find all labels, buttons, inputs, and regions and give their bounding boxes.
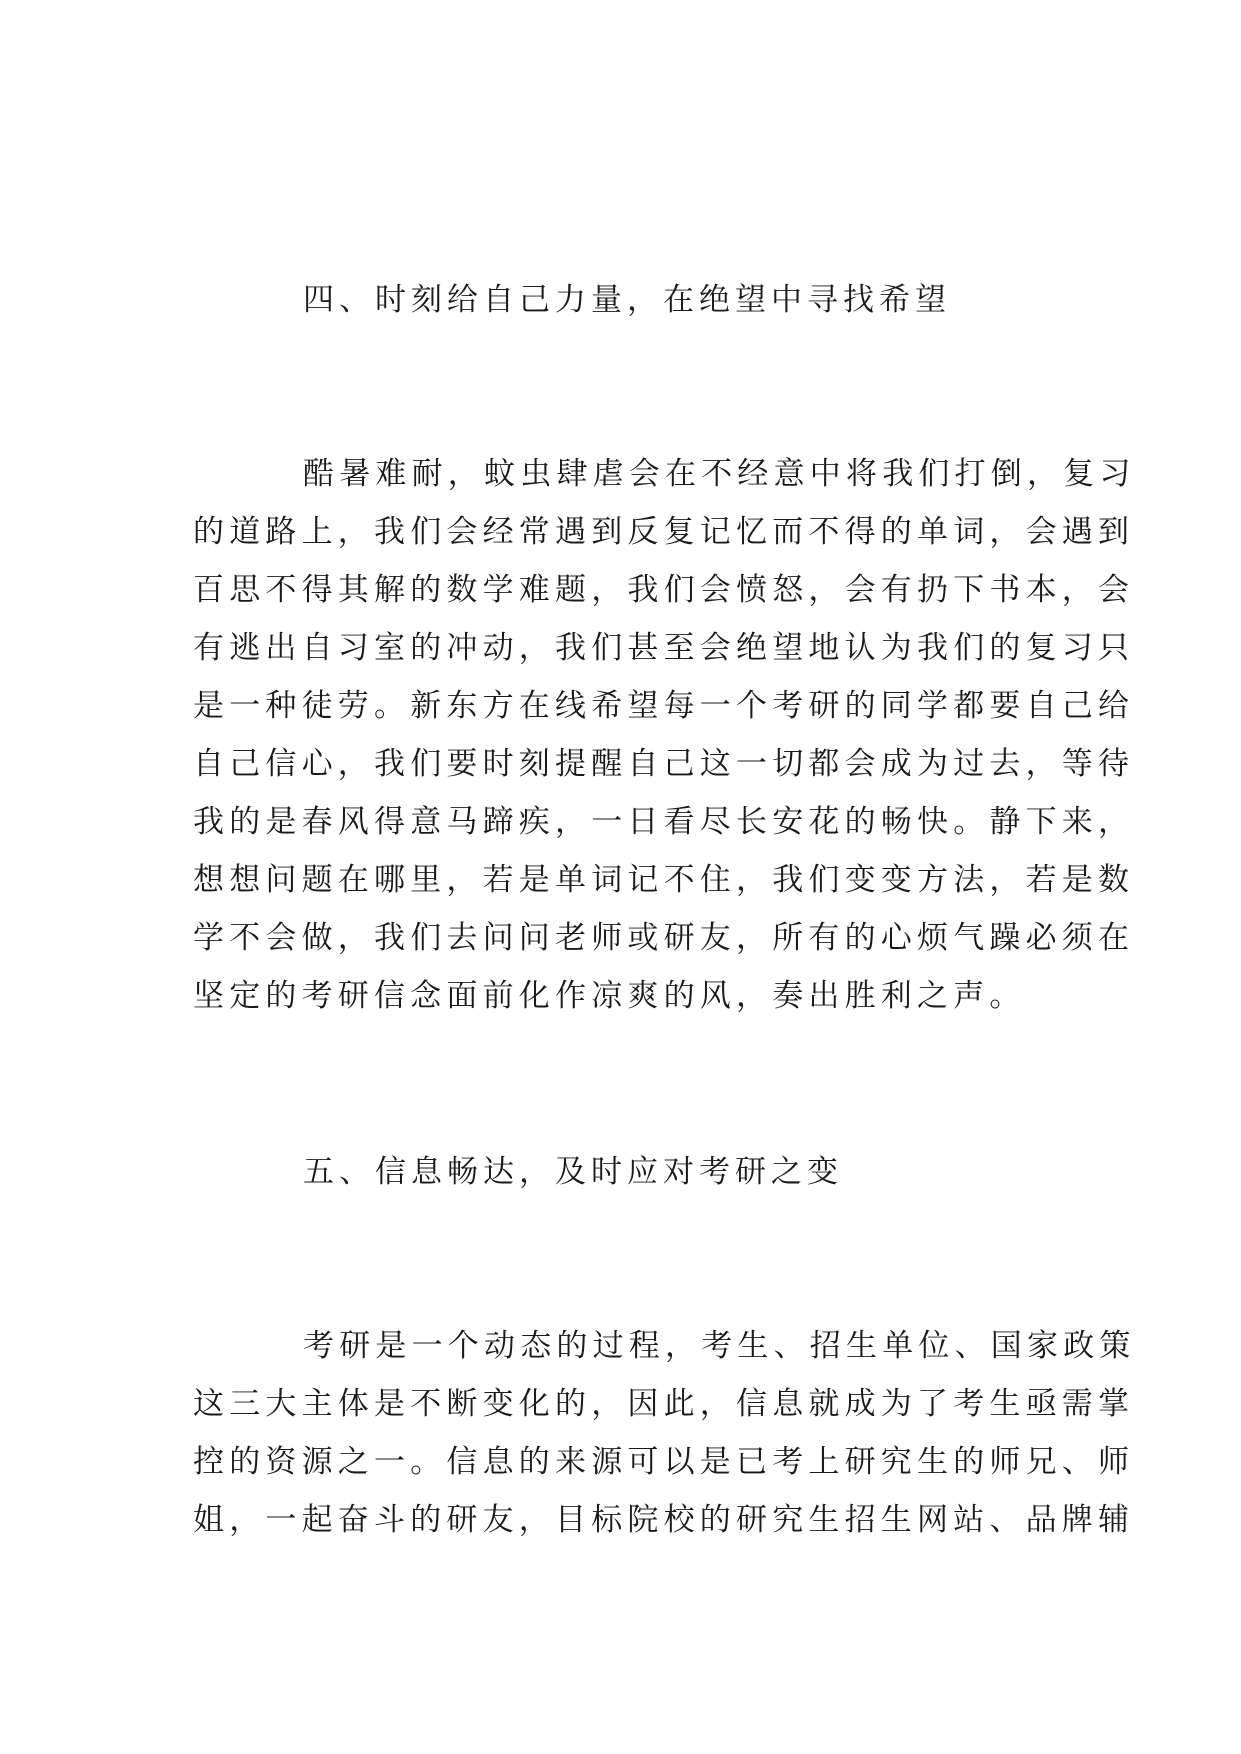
paragraph-line: 控的资源之一。信息的来源可以是已考上研究生的师兄、师 bbox=[193, 1444, 1135, 1480]
paragraph-line: 酷暑难耐，蚊虫肆虐会在不经意中将我们打倒，复习 bbox=[303, 456, 1136, 492]
section-4-paragraph bbox=[193, 445, 1136, 1025]
paragraph-line: 我的是春风得意马蹄疾，一日看尽长安花的畅快。静下来， bbox=[193, 804, 1135, 840]
paragraph-line: 这三大主体是不断变化的，因此，信息就成为了考生亟需掌 bbox=[193, 1386, 1135, 1422]
paragraph-line: 自己信心，我们要时刻提醒自己这一切都会成为过去，等待 bbox=[193, 746, 1135, 782]
paragraph-line: 学不会做，我们去问问老师或研友，所有的心烦气躁必须在 bbox=[193, 920, 1135, 956]
paragraph-line: 考研是一个动态的过程，考生、招生单位、国家政策 bbox=[303, 1328, 1136, 1364]
paragraph-line: 是一种徒劳。新东方在线希望每一个考研的同学都要自己给 bbox=[193, 688, 1135, 724]
section-5-heading: 五、信息畅达，及时应对考研之变 bbox=[303, 1154, 843, 1190]
paragraph-line: 姐，一起奋斗的研友，目标院校的研究生招生网站、品牌辅 bbox=[193, 1502, 1135, 1538]
paragraph-line: 想想问题在哪里，若是单词记不住，我们变变方法，若是数 bbox=[193, 862, 1135, 898]
paragraph-line: 的道路上，我们会经常遇到反复记忆而不得的单词，会遇到 bbox=[193, 514, 1135, 550]
paragraph-line: 有逃出自习室的冲动，我们甚至会绝望地认为我们的复习只 bbox=[193, 630, 1135, 666]
section-5-paragraph bbox=[193, 1317, 1136, 1549]
paragraph-line: 百思不得其解的数学难题，我们会愤怒，会有扔下书本，会 bbox=[193, 572, 1135, 608]
section-4-heading: 四、时刻给自己力量，在绝望中寻找希望 bbox=[303, 282, 951, 318]
paragraph-line: 坚定的考研信念面前化作凉爽的风，奏出胜利之声。 bbox=[193, 978, 1026, 1014]
